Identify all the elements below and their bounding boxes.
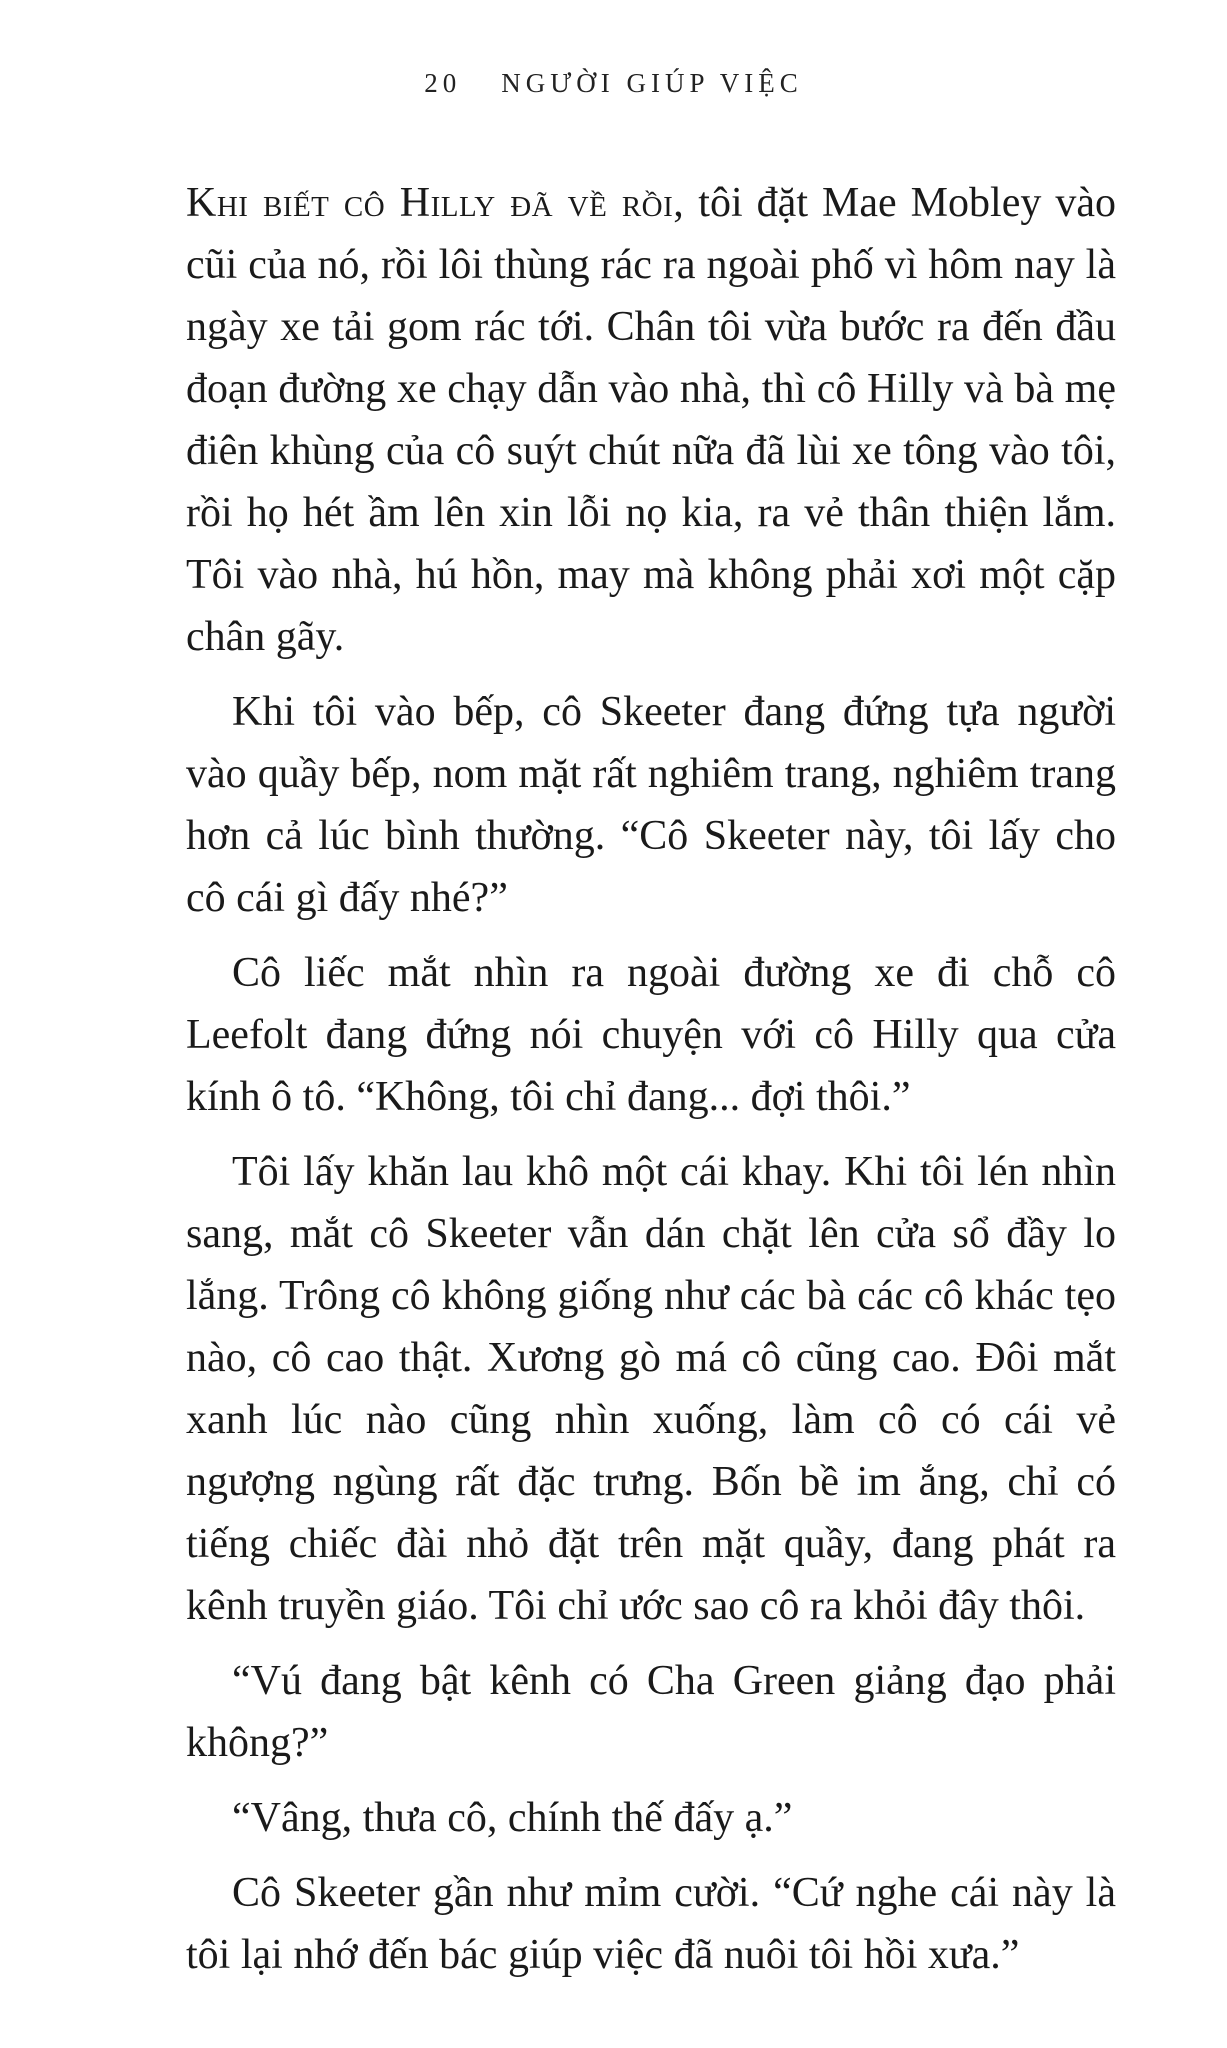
running-head <box>0 68 1227 99</box>
paragraph-6: “Vâng, thưa cô, chính thế đấy ạ.” <box>232 1795 793 1841</box>
paragraph-1 <box>186 172 1116 668</box>
chapter-lead-in: Khi biết cô Hilly đã về rồi, <box>186 180 685 226</box>
paragraph-7: Cô Skeeter gần như mỉm cười. “Cứ nghe cái này là tôi lại nhớ đến bác giúp việc đã nuôi tôi hồi xưa.” <box>186 1870 1116 1978</box>
paragraph-text: tôi đặt Mae Mobley vào cũi của nó, rồi lôi thùng rác ra ngoài phố vì hôm nay là ngày xe tải gom rác tới. Chân tôi vừa bước ra đến đầu đoạn đường xe chạy dẫn vào nhà, thì cô Hilly và bà mẹ điên khùng của cô suýt chút nữa đã lùi xe tông vào tôi, rồi họ hét ầm lên xin lỗi nọ kia, ra vẻ thân thiện lắm. Tôi vào nhà, hú hồn, may mà không phải xơi một cặp chân gãy. <box>186 180 1117 660</box>
paragraph-2: Khi tôi vào bếp, cô Skeeter đang đứng tựa người vào quầy bếp, nom mặt rất nghiêm trang, nghiêm trang hơn cả lúc bình thường. “Cô Skeeter này, tôi lấy cho cô cái gì đấy nhé?” <box>186 689 1116 921</box>
paragraph-3: Cô liếc mắt nhìn ra ngoài đường xe đi chỗ cô Leefolt đang đứng nói chuyện với cô Hilly qua cửa kính ô tô. “Không, tôi chỉ đang... đợi thôi.” <box>186 950 1116 1120</box>
paragraph-5: “Vú đang bật kênh có Cha Green giảng đạo phải không?” <box>186 1658 1116 1766</box>
paragraph-4: Tôi lấy khăn lau khô một cái khay. Khi tôi lén nhìn sang, mắt cô Skeeter vẫn dán chặt lên cửa sổ đầy lo lắng. Trông cô không giống như các bà các cô khác tẹo nào, cô cao thật. Xương gò má cô cũng cao. Đôi mắt xanh lúc nào cũng nhìn xuống, làm cô có cái vẻ ngượng ngùng rất đặc trưng. Bốn bề im ắng, chỉ có tiếng chiếc đài nhỏ đặt trên mặt quầy, đang phát ra kênh truyền giáo. Tôi chỉ ước sao cô ra khỏi đây thôi. <box>186 1149 1116 1629</box>
body-text <box>186 172 1116 1999</box>
page-number: 20 <box>424 68 462 98</box>
book-title: NGƯỜI GIÚP VIỆC <box>501 68 803 98</box>
